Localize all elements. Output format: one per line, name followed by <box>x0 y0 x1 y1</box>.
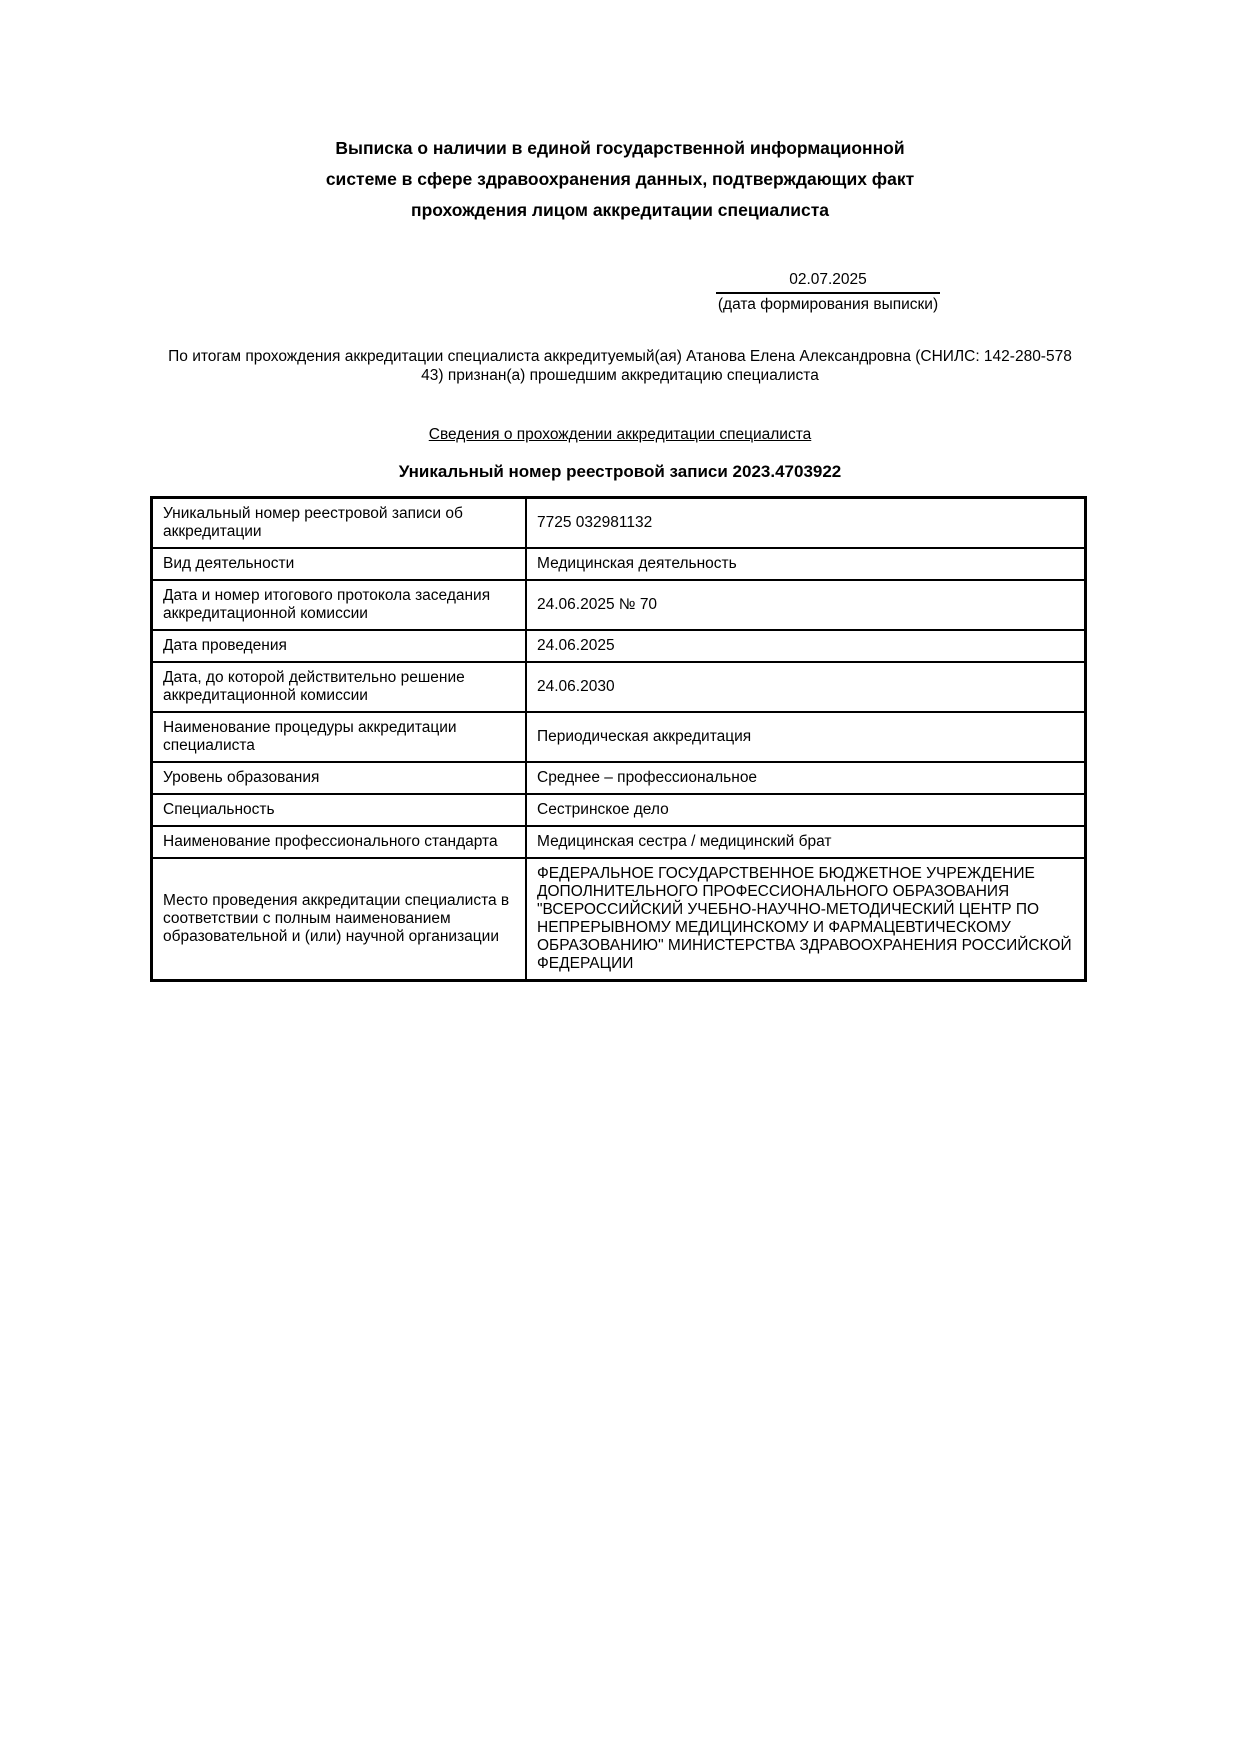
row-label: Наименование процедуры аккредитации специалиста <box>152 712 527 762</box>
row-value: Медицинская деятельность <box>526 548 1086 580</box>
row-label: Место проведения аккредитации специалиста в соответствии с полным наименованием образовательной и (или) научной организации <box>152 858 527 981</box>
row-label: Наименование профессионального стандарта <box>152 826 527 858</box>
row-value: Медицинская сестра / медицинский брат <box>526 826 1086 858</box>
section-heading: Сведения о прохождении аккредитации специалиста <box>428 426 812 443</box>
table-row <box>152 548 1086 580</box>
table-row <box>152 794 1086 826</box>
row-label: Дата проведения <box>152 630 527 662</box>
row-value: Сестринское дело <box>526 794 1086 826</box>
extract-date-block <box>716 270 940 315</box>
table-row <box>152 630 1086 662</box>
row-label: Специальность <box>152 794 527 826</box>
summary-line-1: По итогам прохождения аккредитации специалиста аккредитуемый(ая) Атанова Елена Александровна (СНИЛС: 142-280-578 <box>168 348 1072 365</box>
row-value: 24.06.2025 № 70 <box>526 580 1086 630</box>
accreditation-table <box>150 496 1087 982</box>
row-label: Дата и номер итогового протокола заседания аккредитационной комиссии <box>152 580 527 630</box>
document-title <box>0 0 1240 226</box>
row-value: Периодическая аккредитация <box>526 712 1086 762</box>
document-title-line-3: прохождения лицом аккредитации специалиста <box>411 200 829 220</box>
registry-number-heading: Уникальный номер реестровой записи 2023.4703922 <box>398 462 842 481</box>
table-row <box>152 858 1086 981</box>
row-label: Уровень образования <box>152 762 527 794</box>
table-row <box>152 762 1086 794</box>
row-value: 7725 032981132 <box>526 498 1086 549</box>
table-row <box>152 826 1086 858</box>
row-value: Среднее – профессиональное <box>526 762 1086 794</box>
document-title-line-1: Выписка о наличии в единой государственной информационной <box>335 138 905 158</box>
table-row <box>152 712 1086 762</box>
extract-date: 02.07.2025 <box>716 270 940 294</box>
row-label: Уникальный номер реестровой записи об аккредитации <box>152 498 527 549</box>
table-row <box>152 580 1086 630</box>
accreditation-table-body <box>152 498 1086 981</box>
table-row <box>152 498 1086 549</box>
row-value: 24.06.2030 <box>526 662 1086 712</box>
summary-paragraph <box>124 347 1116 385</box>
row-label: Дата, до которой действительно решение аккредитационной комиссии <box>152 662 527 712</box>
extract-date-caption: (дата формирования выписки) <box>717 296 939 313</box>
row-value: ФЕДЕРАЛЬНОЕ ГОСУДАРСТВЕННОЕ БЮДЖЕТНОЕ УЧРЕЖДЕНИЕ ДОПОЛНИТЕЛЬНОГО ПРОФЕССИОНАЛЬНОГО ОБРАЗОВАНИЯ "ВСЕРОССИЙСКИЙ УЧЕБНО-НАУЧНО-МЕТОДИЧЕСКИЙ ЦЕНТР ПО НЕПРЕРЫВНОМУ МЕДИЦИНСКОМУ И ФАРМАЦЕВТИЧЕСКОМУ ОБРАЗОВАНИЮ" МИНИСТЕРСТВА ЗДРАВООХРАНЕНИЯ РОССИЙСКОЙ ФЕДЕРАЦИИ <box>526 858 1086 981</box>
table-row <box>152 662 1086 712</box>
row-value: 24.06.2025 <box>526 630 1086 662</box>
row-label: Вид деятельности <box>152 548 527 580</box>
document-title-line-2: системе в сфере здравоохранения данных, подтверждающих факт <box>325 169 915 189</box>
summary-line-2: 43) признан(а) прошедшим аккредитацию специалиста <box>421 367 819 384</box>
